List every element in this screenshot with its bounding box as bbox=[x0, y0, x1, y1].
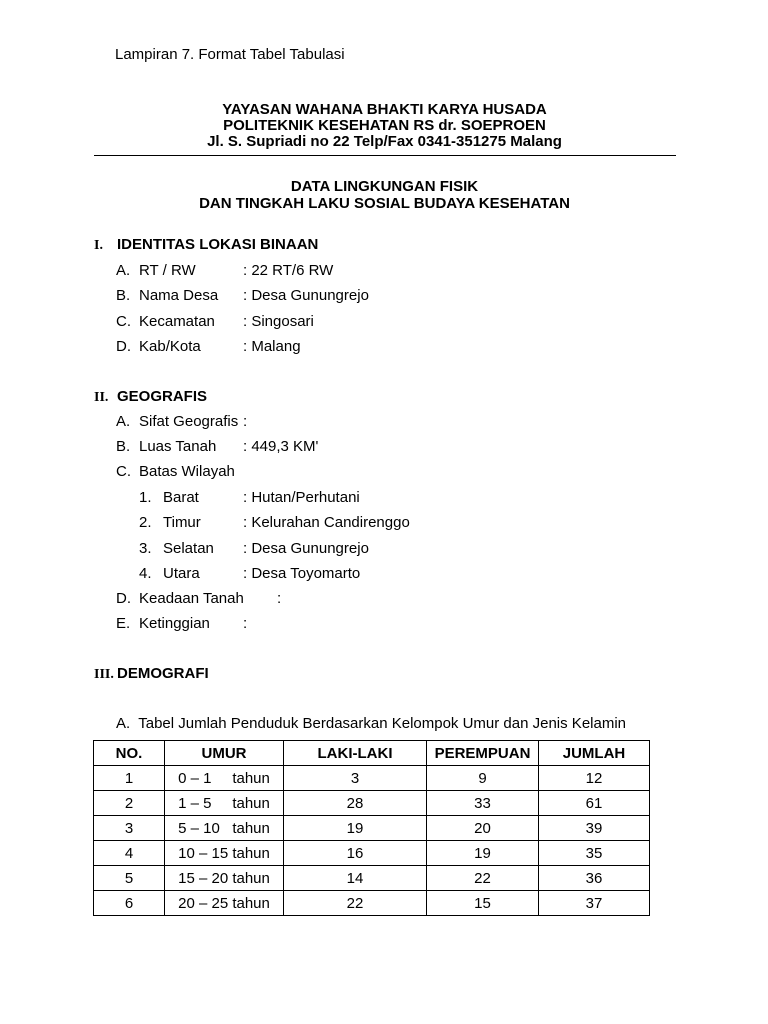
section-heading-demografi bbox=[94, 665, 209, 683]
field-number: E. bbox=[116, 615, 131, 632]
column-header-laki-laki: LAKI-LAKI bbox=[284, 741, 427, 766]
cell-perempuan: 15 bbox=[427, 891, 539, 916]
section-heading-identitas bbox=[94, 236, 318, 254]
table-row bbox=[94, 816, 650, 841]
section-title: GEOGRAFIS bbox=[117, 388, 208, 405]
cell-umur: 15 – 20 tahun bbox=[165, 866, 284, 891]
cell-perempuan: 33 bbox=[427, 791, 539, 816]
field-label: Kab/Kota bbox=[139, 338, 201, 355]
border-number: 4. bbox=[139, 565, 152, 582]
cell-perempuan: 22 bbox=[427, 866, 539, 891]
field-number: B. bbox=[116, 438, 131, 455]
field-number: D. bbox=[116, 590, 131, 607]
border-direction: Timur bbox=[163, 514, 201, 531]
population-table bbox=[93, 740, 650, 916]
field-value: : bbox=[243, 615, 248, 632]
cell-no: 1 bbox=[94, 766, 165, 791]
cell-laki-laki: 22 bbox=[284, 891, 427, 916]
cell-umur: 0 – 1 tahun bbox=[165, 766, 284, 791]
border-value: : Kelurahan Candirenggo bbox=[243, 514, 410, 531]
cell-jumlah: 12 bbox=[539, 766, 650, 791]
cell-perempuan: 19 bbox=[427, 841, 539, 866]
cell-laki-laki: 3 bbox=[284, 766, 427, 791]
section-heading-geografis bbox=[94, 388, 207, 406]
cell-no: 4 bbox=[94, 841, 165, 866]
table-row bbox=[94, 841, 650, 866]
field-label: Batas Wilayah bbox=[139, 463, 235, 480]
cell-no: 6 bbox=[94, 891, 165, 916]
field-number: C. bbox=[116, 463, 131, 480]
border-value: : Desa Gunungrejo bbox=[243, 540, 369, 557]
field-value: : Malang bbox=[243, 338, 301, 355]
field-label: RT / RW bbox=[139, 262, 196, 279]
cell-perempuan: 20 bbox=[427, 816, 539, 841]
field-value: : bbox=[277, 590, 282, 607]
institution-address: Jl. S. Supriadi no 22 Telp/Fax 0341-351275 Malang bbox=[207, 133, 562, 150]
cell-jumlah: 61 bbox=[539, 791, 650, 816]
field-value: : 22 RT/6 RW bbox=[243, 262, 334, 279]
field-value: : 449,3 KM' bbox=[243, 438, 319, 455]
column-header-jumlah: JUMLAH bbox=[539, 741, 650, 766]
cell-umur: 5 – 10 tahun bbox=[165, 816, 284, 841]
foundation-name: YAYASAN WAHANA BHAKTI KARYA HUSADA bbox=[222, 101, 547, 118]
border-value: : Desa Toyomarto bbox=[243, 565, 361, 582]
border-direction: Utara bbox=[163, 565, 200, 582]
cell-umur: 10 – 15 tahun bbox=[165, 841, 284, 866]
field-label: Nama Desa bbox=[139, 287, 219, 304]
border-direction: Selatan bbox=[163, 540, 214, 557]
cell-jumlah: 39 bbox=[539, 816, 650, 841]
field-label: Sifat Geografis bbox=[139, 413, 239, 430]
field-label: Keadaan Tanah bbox=[139, 590, 244, 607]
attachment-label: Lampiran 7. Format Tabel Tabulasi bbox=[115, 46, 345, 63]
institution-header bbox=[94, 102, 675, 150]
field-value: : Desa Gunungrejo bbox=[243, 287, 369, 304]
section-number: III. bbox=[94, 667, 114, 682]
column-header-umur: UMUR bbox=[165, 741, 284, 766]
field-label: Ketinggian bbox=[139, 615, 210, 632]
cell-laki-laki: 28 bbox=[284, 791, 427, 816]
header-divider bbox=[94, 155, 676, 156]
cell-laki-laki: 16 bbox=[284, 841, 427, 866]
section-title: IDENTITAS LOKASI BINAAN bbox=[117, 236, 319, 253]
column-header-no: NO. bbox=[94, 741, 165, 766]
cell-no: 2 bbox=[94, 791, 165, 816]
field-number: D. bbox=[116, 338, 131, 355]
cell-jumlah: 35 bbox=[539, 841, 650, 866]
table-row bbox=[94, 766, 650, 791]
cell-jumlah: 36 bbox=[539, 866, 650, 891]
table-row bbox=[94, 791, 650, 816]
border-number: 1. bbox=[139, 489, 152, 506]
cell-laki-laki: 19 bbox=[284, 816, 427, 841]
section-number: II. bbox=[94, 390, 109, 405]
field-value: : bbox=[243, 413, 248, 430]
field-number: A. bbox=[116, 413, 131, 430]
cell-laki-laki: 14 bbox=[284, 866, 427, 891]
table-header-row bbox=[94, 741, 650, 766]
title-line-1: DATA LINGKUNGAN FISIK bbox=[290, 178, 479, 195]
section-number: I. bbox=[94, 238, 103, 253]
field-label: Kecamatan bbox=[139, 313, 215, 330]
cell-no: 3 bbox=[94, 816, 165, 841]
title-line-2: DAN TINGKAH LAKU SOSIAL BUDAYA KESEHATAN bbox=[199, 195, 570, 212]
border-direction: Barat bbox=[163, 489, 199, 506]
field-number: B. bbox=[116, 287, 131, 304]
column-header-perempuan: PEREMPUAN bbox=[427, 741, 539, 766]
border-number: 3. bbox=[139, 540, 152, 557]
section-title: DEMOGRAFI bbox=[117, 665, 209, 682]
field-number: C. bbox=[116, 313, 131, 330]
cell-perempuan: 9 bbox=[427, 766, 539, 791]
table-row bbox=[94, 891, 650, 916]
cell-umur: 1 – 5 tahun bbox=[165, 791, 284, 816]
table-caption: A. Tabel Jumlah Penduduk Berdasarkan Kelompok Umur dan Jenis Kelamin bbox=[116, 715, 626, 732]
border-value: : Hutan/Perhutani bbox=[243, 489, 360, 506]
field-value: : Singosari bbox=[243, 313, 314, 330]
polytechnic-name: POLITEKNIK KESEHATAN RS dr. SOEPROEN bbox=[223, 117, 546, 134]
cell-no: 5 bbox=[94, 866, 165, 891]
cell-jumlah: 37 bbox=[539, 891, 650, 916]
cell-umur: 20 – 25 tahun bbox=[165, 891, 284, 916]
table-row bbox=[94, 866, 650, 891]
field-label: Luas Tanah bbox=[139, 438, 217, 455]
field-number: A. bbox=[116, 262, 131, 279]
document-title bbox=[94, 178, 675, 212]
border-number: 2. bbox=[139, 514, 152, 531]
